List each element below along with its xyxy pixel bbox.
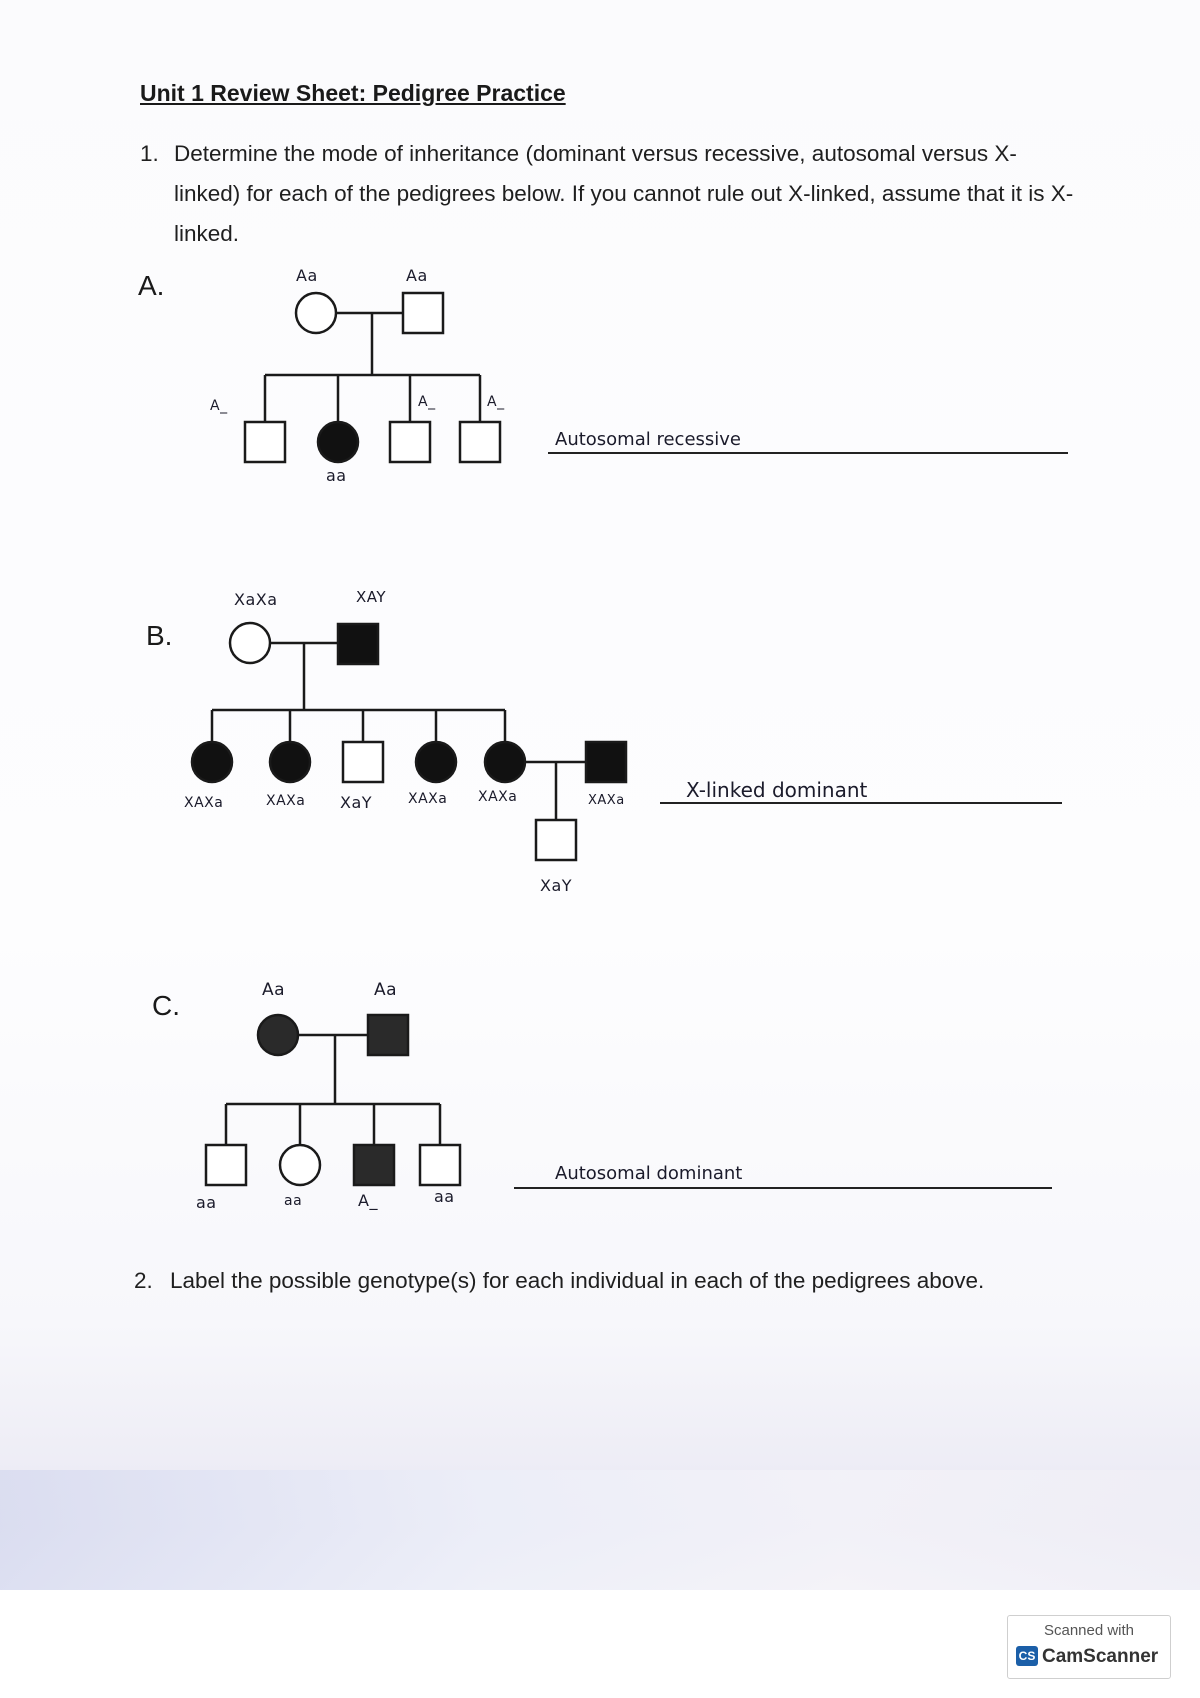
a-child-1 (245, 422, 285, 462)
c-father-genotype: Aa (374, 980, 398, 1000)
c-mother-affected (258, 1015, 298, 1055)
c-child-1 (206, 1145, 246, 1185)
a-child-3-genotype: A_ (418, 394, 436, 410)
a-father (403, 293, 443, 333)
watermark-scanned-with: Scanned with (1043, 1622, 1135, 1639)
question-2-text: Label the possible genotype(s) for each individual in each of the pedigrees above. (170, 1268, 985, 1293)
camscanner-logo-icon: CS (1016, 1646, 1038, 1666)
b-mother-genotype: XaXa (234, 590, 278, 609)
a-mother-genotype: Aa (296, 266, 318, 285)
b-child-4-affected (416, 742, 456, 782)
a-answer-line (548, 452, 1068, 454)
c-answer: Autosomal dominant (555, 1163, 743, 1184)
b-grandchild (536, 820, 576, 860)
pedigree-b-label: B. (146, 620, 173, 651)
b-answer-line (660, 802, 1062, 804)
pedigree-a-label: A. (138, 270, 165, 301)
c-answer-line (514, 1187, 1052, 1189)
a-child-4-genotype: A_ (487, 394, 505, 410)
a-child-1-genotype: A_ (210, 398, 228, 414)
c-child-2-genotype: aa (284, 1193, 303, 1209)
b-child-3-genotype: XaY (340, 793, 373, 812)
b-child-5-genotype: XAXa (478, 789, 518, 805)
a-child-2-genotype: aa (326, 466, 347, 485)
b-mother (230, 623, 270, 663)
question-2 (134, 1262, 1074, 1300)
a-answer: Autosomal recessive (555, 429, 742, 450)
a-child-3 (390, 422, 430, 462)
b-child-3 (343, 742, 383, 782)
b-grandchild-genotype: XaY (540, 876, 573, 895)
c-mother-genotype: Aa (262, 980, 286, 1000)
c-child-2 (280, 1145, 320, 1185)
a-child-2-affected (318, 422, 358, 462)
c-child-4-genotype: aa (434, 1187, 455, 1206)
b-spouse-genotype: XAXa (588, 793, 625, 808)
watermark-brand (1016, 1646, 1158, 1668)
b-child-5-affected (485, 742, 525, 782)
watermark-brand-name: CamScanner (1042, 1646, 1159, 1667)
question-1-number: 1. (140, 141, 159, 166)
b-child-4-genotype: XAXa (408, 791, 448, 807)
question-2-number: 2. (134, 1268, 153, 1293)
pedigree-b (192, 623, 626, 860)
b-answer: X-linked dominant (686, 778, 868, 802)
c-child-4 (420, 1145, 460, 1185)
pedigree-a (245, 293, 500, 462)
b-child-2-genotype: XAXa (266, 793, 306, 809)
a-mother (296, 293, 336, 333)
b-child-1-genotype: XAXa (184, 795, 224, 811)
c-child-1-genotype: aa (196, 1193, 217, 1212)
a-father-genotype: Aa (406, 266, 428, 285)
pedigree-c-label: C. (152, 990, 180, 1021)
worksheet-title: Unit 1 Review Sheet: Pedigree Practice (140, 80, 566, 106)
c-father-affected (368, 1015, 408, 1055)
pedigree-c (206, 1015, 460, 1185)
a-child-4 (460, 422, 500, 462)
b-father-genotype: XAY (356, 588, 387, 606)
b-spouse-affected (586, 742, 626, 782)
c-child-3-affected (354, 1145, 394, 1185)
b-child-2-affected (270, 742, 310, 782)
question-1-text: Determine the mode of inheritance (dominant versus recessive, autosomal versus X-linked) for each of the pedigrees below. If you cannot rule out X-linked, assume that it is X-linked. (174, 141, 1074, 246)
b-child-1-affected (192, 742, 232, 782)
b-father-affected (338, 624, 378, 664)
camscanner-watermark (1007, 1615, 1171, 1679)
c-child-3-genotype: A_ (358, 1191, 378, 1210)
